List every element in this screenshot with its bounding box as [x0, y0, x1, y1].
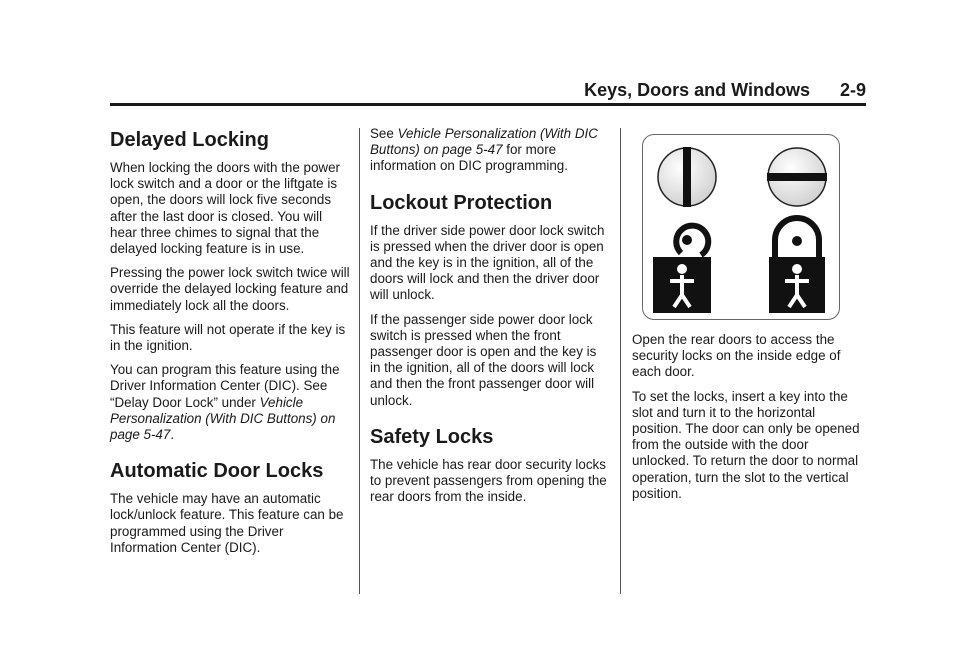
paragraph [370, 126, 608, 175]
paragraph: When locking the doors with the power lock switch and a door or the liftgate is open, the doors will lock five seconds after the last door is closed. You will hear three chimes to signal that the delayed locking feature is in use. [110, 160, 340, 257]
paragraph: This feature will not operate if the key is in the ignition. [110, 321, 346, 354]
page-number: 2-9 [839, 80, 866, 100]
page-header [110, 80, 866, 104]
column-divider [359, 128, 360, 594]
paragraph [110, 362, 350, 443]
safety-locks-heading: Safety Locks [370, 425, 494, 448]
paragraph: Pressing the power lock switch twice will override the delayed locking feature and immediately lock all the doors. [110, 265, 350, 313]
paragraph: If the driver side power door lock switch is pressed when the driver door is open and the key is in the ignition, all of the doors will lock and then the driver door will unlock. [370, 222, 605, 303]
paragraph: The vehicle may have an automatic lock/unlock feature. This feature can be programmed using the Driver Information Center (DIC). [110, 491, 344, 555]
automatic-door-locks-heading: Automatic Door Locks [110, 460, 324, 483]
text: for more information on DIC programming. [370, 142, 568, 174]
cross-reference: Vehicle Personalization (With DIC Buttons) on page 5-47 [110, 394, 336, 443]
column-left [110, 128, 350, 564]
text: See [370, 126, 394, 141]
lockout-protection-heading: Lockout Protection [370, 191, 553, 214]
header-rule [110, 103, 866, 106]
delayed-locking-heading: Delayed Locking [110, 129, 269, 151]
header-title [584, 80, 866, 101]
paragraph: If the passenger side power door lock switch is pressed when the front passenger door is open and the key is in the ignition, all of the doors will lock and then the front passenger door will unlock. [370, 311, 597, 408]
column-divider [620, 128, 621, 594]
paragraph: The vehicle has rear door security locks to prevent passengers from opening the rear doors from the inside. [370, 456, 607, 505]
cross-reference: Vehicle Personalization (With DIC Buttons) on page 5-47 [370, 126, 598, 158]
text: You can program this feature using the Driver Information Center (DIC). See “Delay Door Lock” under [110, 362, 340, 410]
column-right [632, 134, 868, 510]
child-locked-icon [769, 218, 825, 313]
text: . [170, 427, 175, 443]
unlocked-slot-icon [658, 147, 716, 207]
paragraph: Open the rear doors to access the security locks on the inside edge of each door. [632, 332, 841, 380]
paragraph: To set the locks, insert a key into the slot and turn it to the horizontal position. The door can only be opened from the outside with the door unlocked. To return the door to normal operation, turn the slot to the vertical position. [632, 388, 860, 501]
safety-lock-diagram [643, 135, 839, 319]
section-title: Keys, Doors and Windows [584, 80, 810, 100]
column-middle [370, 126, 608, 513]
safety-lock-illustration [642, 134, 840, 320]
child-unlocked-icon [653, 226, 711, 313]
locked-slot-icon [767, 148, 827, 206]
